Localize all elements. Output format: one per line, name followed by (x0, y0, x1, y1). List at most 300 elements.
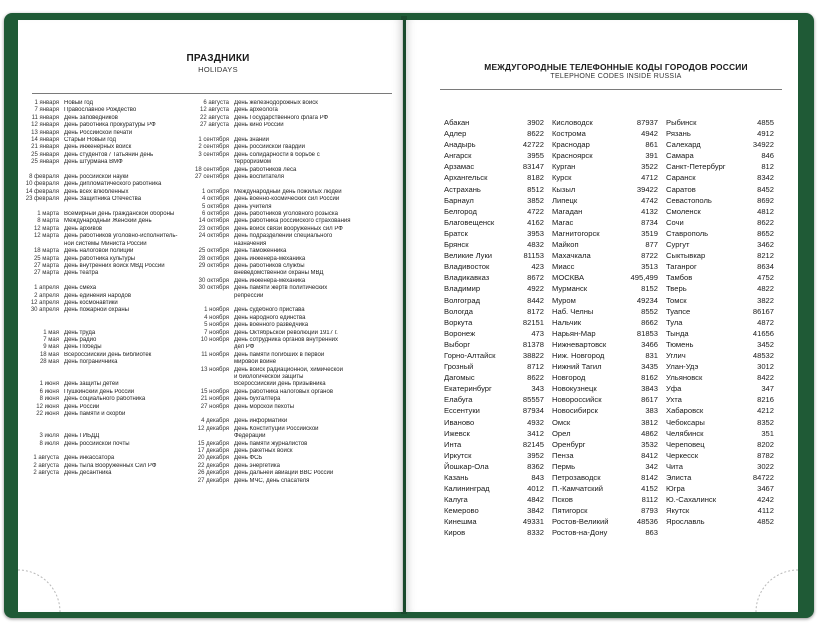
city-code-row (666, 195, 774, 206)
holiday-name: День военного разведчика (234, 322, 309, 329)
city-name: Сургут (666, 240, 690, 250)
city-name: Пенза (552, 450, 574, 460)
city-code: 3953 (527, 228, 544, 238)
city-code: 495,499 (630, 273, 658, 283)
holiday-date: 13 ноября (200, 366, 229, 373)
city-code: 3435 (641, 362, 658, 372)
city-code-row (666, 494, 774, 505)
holiday-row (190, 315, 400, 322)
holiday-date: 15 ноября (200, 388, 229, 395)
city-name: Ставрополь (666, 228, 709, 238)
holiday-date: 27 марта (33, 262, 59, 269)
city-code-row (666, 472, 774, 483)
city-code: 3452 (757, 339, 774, 349)
holiday-date: 20 декабря (197, 455, 229, 462)
city-code-row (444, 217, 544, 228)
holidays-heading (138, 53, 298, 74)
city-name: Псков (552, 495, 573, 505)
city-code: 8692 (757, 195, 774, 205)
city-code-row (444, 139, 544, 150)
city-code-row (444, 239, 544, 250)
city-code: 8712 (527, 362, 544, 372)
holiday-date: 6 августа (203, 100, 229, 106)
holiday-date (190, 270, 234, 277)
city-name: Салехард (666, 140, 701, 150)
holiday-row (20, 404, 216, 411)
city-name: Иркутск (444, 450, 472, 460)
city-code: 8182 (527, 173, 544, 183)
city-code: 8652 (757, 228, 774, 238)
city-code: 8152 (641, 284, 658, 294)
city-name: Наб. Челны (552, 306, 594, 316)
holiday-name: Всероссийский день призывника (234, 381, 326, 388)
city-code-row (444, 172, 544, 183)
holiday-row (190, 404, 400, 411)
city-code-row (444, 361, 544, 372)
city-name: Севастополь (666, 195, 712, 205)
holiday-date: 2 апреля (34, 292, 59, 299)
holiday-spacer (20, 315, 216, 322)
holidays-divider (32, 93, 392, 94)
city-name: Абакан (444, 118, 470, 127)
phone-codes-divider (440, 89, 782, 90)
city-code: 3519 (641, 228, 658, 238)
holiday-row (190, 241, 400, 248)
holiday-date: 1 октября (202, 188, 229, 195)
city-name: Астрахань (444, 184, 481, 194)
holiday-name: День внутренних войск МВД России (64, 262, 165, 269)
city-code-row (444, 494, 544, 505)
city-name: Грозный (444, 362, 474, 372)
city-code: 8216 (757, 395, 774, 405)
holiday-date: 22 июня (36, 410, 59, 417)
holiday-row (190, 144, 400, 151)
holiday-name: мировой войне (234, 359, 277, 366)
city-code-row (552, 328, 658, 339)
city-code-row (444, 372, 544, 383)
holiday-row (190, 389, 400, 396)
city-code: 49234 (636, 295, 658, 305)
holiday-row (190, 278, 400, 285)
city-code: 4942 (641, 129, 658, 139)
city-code-row (444, 306, 544, 317)
holiday-name: День российской науки (64, 174, 129, 181)
city-name: Саратов (666, 184, 696, 194)
city-code-row (444, 483, 544, 494)
holiday-date: 10 ноября (200, 336, 229, 343)
city-code-row (552, 383, 658, 394)
city-code: 342 (645, 461, 658, 471)
holiday-row (190, 352, 400, 359)
city-code: 4112 (757, 506, 774, 516)
city-code-row (552, 483, 658, 494)
holiday-spacer (190, 300, 400, 307)
city-code-row (444, 250, 544, 261)
city-code: 39422 (636, 184, 658, 194)
city-code-row (552, 128, 658, 139)
city-code-row (552, 306, 658, 317)
city-code-row (552, 361, 658, 372)
holiday-date: 12 декабря (197, 425, 229, 432)
holiday-date: 8 июля (39, 440, 59, 447)
holiday-row (190, 233, 400, 240)
city-code: 4132 (641, 206, 658, 216)
holiday-name: День всех влюбленных (64, 188, 129, 195)
city-code: 8512 (527, 184, 544, 194)
city-code: 863 (645, 528, 658, 538)
holiday-row (190, 470, 400, 477)
city-name: Елабуга (444, 395, 473, 405)
holiday-date: 1 сентября (198, 137, 229, 144)
holiday-row (20, 100, 216, 107)
city-name: Тверь (666, 284, 687, 294)
city-code-row (552, 172, 658, 183)
city-code-row (552, 461, 658, 472)
city-name: Самара (666, 151, 694, 161)
holiday-date (190, 381, 234, 388)
holiday-date: 5 октября (202, 203, 229, 210)
city-code-row (552, 272, 658, 283)
city-code: 87934 (522, 406, 544, 416)
holiday-date: 4 октября (202, 196, 229, 203)
city-code-row (444, 317, 544, 328)
city-name: Ярославль (666, 517, 705, 527)
city-code: 4912 (757, 129, 774, 139)
city-name: Рыбинск (666, 118, 697, 127)
holiday-date: 1 ноября (204, 307, 229, 314)
holiday-row (20, 189, 216, 196)
city-code-row (552, 217, 658, 228)
city-name: Майкоп (552, 240, 579, 250)
city-code: 3513 (641, 262, 658, 272)
city-code: 383 (645, 406, 658, 416)
city-code: 8412 (641, 450, 658, 460)
holiday-row (190, 256, 400, 263)
holiday-name: День тыла Вооруженных Сил РФ (64, 462, 157, 469)
city-code: 3022 (757, 461, 774, 471)
holiday-date: 27 сентября (195, 174, 229, 181)
holiday-name: День инженера-механика (234, 255, 306, 262)
city-name: Череповец (666, 439, 705, 449)
city-code-row (552, 394, 658, 405)
holiday-row (20, 211, 216, 218)
city-code-row (666, 117, 774, 128)
city-code-row (666, 372, 774, 383)
city-code: 8622 (527, 129, 544, 139)
city-code-row (444, 272, 544, 283)
city-code-row (444, 428, 544, 439)
city-name: Мурманск (552, 284, 588, 294)
holiday-row (20, 263, 216, 270)
holiday-name: День социального работника (64, 396, 146, 403)
holiday-row (190, 159, 400, 166)
city-code-row (552, 527, 658, 538)
holiday-name: День архивов (64, 225, 103, 232)
holiday-name: День пограничника (64, 359, 118, 366)
city-code: 8422 (757, 373, 774, 383)
holiday-row (190, 426, 400, 433)
city-code-row (552, 150, 658, 161)
holiday-date: 25 января (31, 159, 59, 166)
city-name: Анадырь (444, 140, 476, 150)
holiday-spacer (20, 418, 216, 425)
city-code-row (552, 494, 658, 505)
city-name: Братск (444, 228, 468, 238)
city-name: Петрозаводск (552, 473, 601, 482)
holiday-row (20, 181, 216, 188)
city-code: 391 (645, 151, 658, 161)
city-name: Нарьян-Мар (552, 328, 596, 338)
city-code: 877 (645, 240, 658, 250)
city-name: Тюмень (666, 339, 694, 349)
city-name: Челябинск (666, 428, 704, 438)
city-name: П.-Камчатский (552, 484, 603, 494)
city-code: 8782 (757, 450, 774, 460)
phone-codes-subtitle: TELEPHONE CODES INSIDE RUSSIA (550, 73, 682, 80)
city-name: Сыктывкар (666, 251, 706, 261)
city-code: 34922 (752, 140, 774, 150)
city-code: 3902 (527, 118, 544, 127)
holiday-name: День бухгалтера (234, 396, 281, 403)
holiday-date: 17 декабря (197, 448, 229, 455)
city-code-row (444, 128, 544, 139)
holiday-date (190, 374, 234, 381)
city-name: Екатеринбург (444, 384, 492, 394)
holiday-name: День солидарности в борьбе с (234, 151, 320, 158)
holiday-row (20, 226, 216, 233)
holiday-name: День труда (64, 329, 96, 336)
city-code: 4212 (757, 406, 774, 416)
holiday-row (190, 322, 400, 329)
holiday-row (20, 293, 216, 300)
holiday-date (190, 241, 234, 248)
phone-codes-heading (466, 62, 766, 80)
holiday-date: 8 марта (37, 218, 59, 225)
city-name: Черкесск (666, 450, 699, 460)
holiday-name: вневедомственной охраны МВД (234, 270, 324, 277)
city-name: Калуга (444, 495, 468, 505)
city-code: 84722 (752, 473, 774, 482)
holiday-row (190, 307, 400, 314)
holiday-name: День памяти жертв политических (234, 285, 328, 292)
city-name: Муром (552, 295, 576, 305)
holiday-name: День работников леса (234, 166, 297, 173)
holiday-date: 11 ноября (201, 351, 229, 358)
holiday-date: 5 ноября (204, 322, 229, 329)
city-code: 8617 (641, 395, 658, 405)
holiday-name: День Защитника Отечества (64, 196, 142, 203)
city-name: Омск (552, 417, 571, 427)
holiday-spacer (20, 167, 216, 174)
city-name: Липецк (552, 195, 578, 205)
holiday-date: 6 октября (202, 211, 229, 218)
holiday-name: Православное Рождество (64, 107, 137, 114)
holiday-name: День ФСБ (234, 455, 263, 462)
holiday-name: День десантника (64, 470, 112, 477)
city-code: 4152 (641, 484, 658, 494)
phone-codes-page (406, 20, 798, 612)
holiday-date: 4 декабря (201, 418, 229, 425)
city-code: 3822 (757, 295, 774, 305)
holiday-name: День штурмана ВМФ (64, 159, 123, 166)
holiday-date: 7 января (34, 107, 59, 114)
holiday-date: 27 августа (199, 122, 229, 129)
city-code: 4855 (757, 118, 774, 127)
holiday-date: 22 августа (199, 114, 229, 121)
holiday-row (20, 352, 216, 359)
holiday-date: 15 декабря (197, 440, 229, 447)
holiday-row (20, 233, 216, 240)
holiday-date: 30 апреля (30, 307, 59, 314)
city-code-row (444, 150, 544, 161)
holiday-date: 8 июня (39, 396, 59, 403)
city-name: Волгоград (444, 295, 481, 305)
holiday-row (20, 411, 216, 418)
city-name: Адлер (444, 129, 467, 139)
city-code-row (666, 505, 774, 516)
holiday-row (190, 396, 400, 403)
city-name: Владикавказ (444, 273, 490, 283)
holiday-spacer (20, 204, 216, 211)
city-code-row (666, 417, 774, 428)
city-code: 4832 (527, 240, 544, 250)
holiday-row (20, 441, 216, 448)
city-name: Ессентуки (444, 406, 480, 416)
holiday-spacer (20, 278, 216, 285)
holiday-name: День работников уголовно-исполнитель- (64, 233, 178, 240)
holiday-date: 3 сентября (198, 151, 229, 158)
holiday-date: 24 октября (198, 233, 229, 240)
holiday-row (190, 441, 400, 448)
city-code: 8552 (641, 306, 658, 316)
city-code-row (444, 283, 544, 294)
city-name: Воркута (444, 317, 473, 327)
holiday-name: День пожарной охраны (64, 307, 129, 314)
holiday-name: День памяти и скорби (64, 410, 126, 417)
holidays-page (18, 20, 403, 612)
city-code: 3522 (641, 162, 658, 172)
holiday-name: День Победы (64, 344, 102, 351)
holiday-name: День студентов / Татьянин день (64, 151, 154, 158)
city-code: 8622 (757, 217, 774, 227)
city-code-row (444, 439, 544, 450)
city-code-row (666, 295, 774, 306)
holiday-date: 12 марта (33, 233, 59, 240)
city-code-row (552, 206, 658, 217)
city-code: 82151 (522, 317, 544, 327)
city-code-row (444, 195, 544, 206)
city-code-row (552, 472, 658, 483)
holiday-date: 12 июня (36, 403, 59, 410)
city-code-row (444, 117, 544, 128)
city-code-row (552, 283, 658, 294)
city-name: Кострома (552, 129, 586, 139)
city-code-row (666, 317, 774, 328)
holiday-name: День заповедников (64, 114, 118, 121)
city-code-row (552, 239, 658, 250)
city-code-row (666, 250, 774, 261)
holiday-date: 1 марта (37, 211, 59, 218)
city-name: Архангельск (444, 173, 488, 183)
city-code-row (552, 117, 658, 128)
city-code-row (444, 527, 544, 538)
holiday-row (190, 115, 400, 122)
city-name: Чебоксары (666, 417, 705, 427)
city-code: 8452 (757, 184, 774, 194)
city-name: Магнитогорск (552, 228, 600, 238)
city-name: Арзамас (444, 162, 475, 172)
city-code: 86167 (752, 306, 774, 316)
holiday-row (20, 337, 216, 344)
city-name: Пятигорск (552, 506, 588, 516)
city-name: Тула (666, 317, 683, 327)
holiday-name: День инженера-механика (234, 277, 306, 284)
holiday-name: День ГИБДД (64, 433, 100, 440)
holiday-row (20, 144, 216, 151)
city-code: 8362 (527, 461, 544, 471)
holiday-name: День знаний (234, 137, 269, 144)
holiday-row (20, 130, 216, 137)
holiday-name: Международный Женский день (64, 218, 152, 225)
city-code-row (666, 306, 774, 317)
city-name: Кинешма (444, 517, 477, 527)
city-code-row (552, 350, 658, 361)
city-code-row (552, 516, 658, 527)
city-code: 4922 (527, 284, 544, 294)
city-code: 3467 (757, 484, 774, 494)
holiday-name: День памяти журналистов (234, 440, 308, 447)
holiday-date: 22 декабря (197, 462, 229, 469)
city-name: Йошкар-Ола (444, 461, 489, 471)
city-name: Киров (444, 528, 466, 538)
city-code-row (666, 450, 774, 461)
holiday-name: День инкассатора (64, 455, 115, 462)
holiday-name: День подразделений специального (234, 233, 333, 240)
city-code: 3842 (527, 506, 544, 516)
holiday-name: День информатики (234, 418, 288, 425)
holiday-name: День единения народов (64, 292, 132, 299)
holiday-row (190, 337, 400, 344)
city-code: 3955 (527, 151, 544, 161)
holiday-row (190, 381, 400, 388)
city-code: 4932 (527, 417, 544, 427)
holiday-date: 2 сентября (198, 144, 229, 151)
city-name: Курск (552, 173, 572, 183)
city-code-row (666, 172, 774, 183)
city-name: Якутск (666, 506, 690, 516)
holiday-date: 7 ноября (204, 329, 229, 336)
holiday-date: 25 января (31, 151, 59, 158)
city-code-row (666, 483, 774, 494)
holiday-row (190, 418, 400, 425)
holiday-name: День работника налоговых органов (234, 388, 334, 395)
city-name: Магас (552, 217, 574, 227)
holiday-name: День кино России (234, 122, 284, 129)
city-name: Югра (666, 484, 685, 494)
city-name: МОСКВА (552, 273, 585, 283)
holiday-date (190, 359, 234, 366)
holiday-row (20, 330, 216, 337)
holiday-date: 27 марта (33, 270, 59, 277)
holiday-spacer (190, 181, 400, 188)
city-code-row (666, 272, 774, 283)
city-code-row (444, 295, 544, 306)
city-code-row (444, 206, 544, 217)
holiday-date: 14 октября (198, 218, 229, 225)
holiday-spacer (20, 374, 216, 381)
holiday-date: 29 октября (198, 262, 229, 269)
city-code: 8634 (757, 262, 774, 272)
